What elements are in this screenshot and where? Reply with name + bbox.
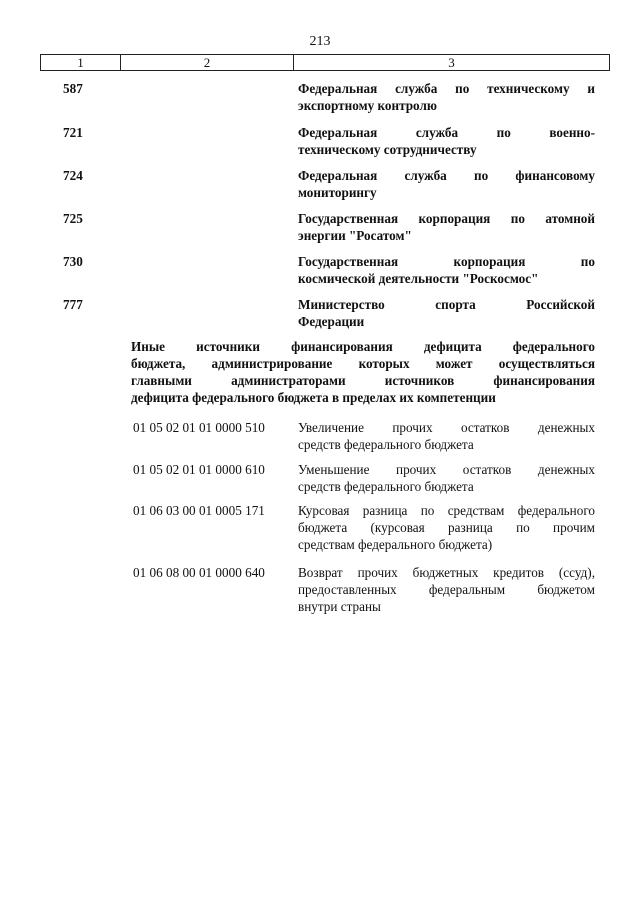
column-header-2: 2 bbox=[121, 55, 294, 70]
administrator-name: Федеральная служба по финансовому мониторингу bbox=[298, 168, 595, 200]
administrator-code: 724 bbox=[63, 168, 83, 183]
source-name: Уменьшение прочих остатков денежных средств федерального бюджета bbox=[298, 462, 595, 494]
source-code: 01 05 02 01 01 0000 610 bbox=[133, 462, 265, 477]
administrator-code: 721 bbox=[63, 125, 83, 140]
source-name: Возврат прочих бюджетных кредитов (ссуд), предоставленных федеральным бюджетом внутри страны bbox=[298, 565, 595, 614]
page-number: 213 bbox=[309, 34, 331, 49]
source-name: Увеличение прочих остатков денежных средств федерального бюджета bbox=[298, 420, 595, 452]
column-header-3: 3 bbox=[448, 55, 455, 70]
column-header-row bbox=[40, 54, 610, 71]
source-code: 01 06 03 00 01 0005 171 bbox=[133, 503, 265, 518]
administrator-code: 730 bbox=[63, 254, 83, 269]
administrator-code: 777 bbox=[63, 297, 83, 312]
column-header-1: 1 bbox=[41, 55, 121, 70]
administrator-name: Государственная корпорация по атомной энергии "Росатом" bbox=[298, 211, 595, 243]
source-name: Курсовая разница по средствам федерального бюджета (курсовая разница по прочим средствам федерального бюджета) bbox=[298, 503, 595, 552]
administrator-code: 725 bbox=[63, 211, 83, 226]
administrator-name: Министерство спорта Российской Федерации bbox=[298, 297, 595, 329]
administrator-code: 587 bbox=[63, 81, 83, 96]
source-code: 01 05 02 01 01 0000 510 bbox=[133, 420, 265, 435]
source-code: 01 06 08 00 01 0000 640 bbox=[133, 565, 265, 580]
administrator-name: Федеральная служба по военно- техническому сотрудничеству bbox=[298, 125, 595, 157]
section-heading: Иные источники финансирования дефицита федерального бюджета, администрирование которых может осуществляться главными администраторами источников финансирования дефицита федерального бюджета в пределах их компетенции bbox=[131, 339, 595, 405]
administrator-name: Федеральная служба по техническому и экспортному контролю bbox=[298, 81, 595, 113]
administrator-name: Государственная корпорация по космической деятельности "Роскосмос" bbox=[298, 254, 595, 286]
